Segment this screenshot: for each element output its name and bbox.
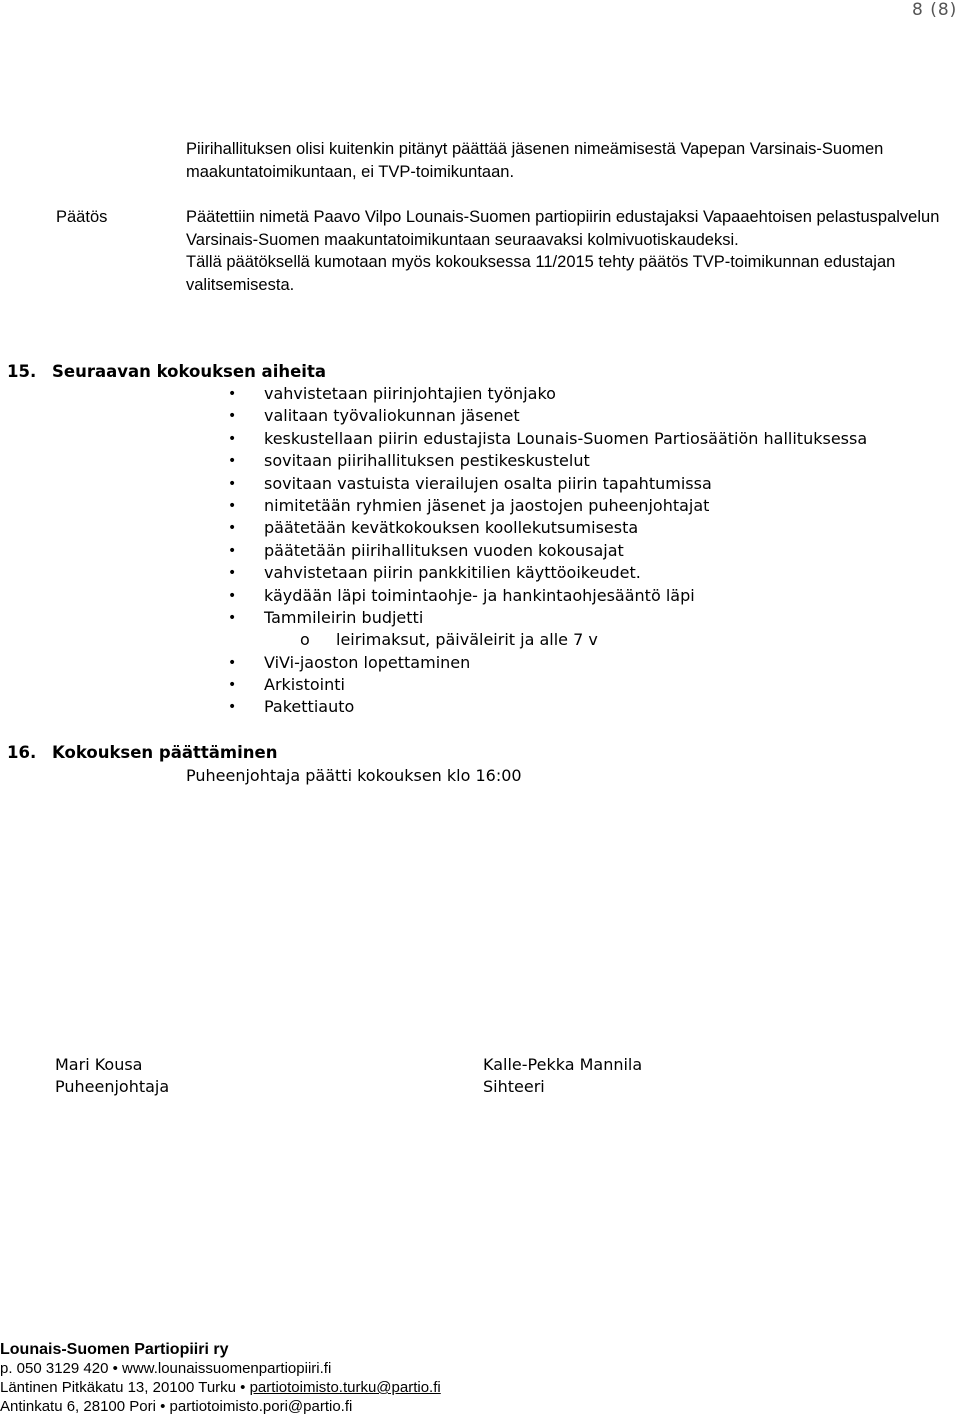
sub-bullet-icon: o: [300, 630, 310, 650]
footer-contact-line: p. 050 3129 420 • www.lounaissuomenpartiopiiri.fi: [0, 1360, 332, 1377]
decision-paragraph-1: Päätettiin nimetä Paavo Vilpo Lounais-Suomen partiopiirin edustajaksi Vapaaehtoisen pelastuspalvelun Varsinais-Suomen maakuntatoimikuntaan seuraavaksi kolmivuotiskaudeksi.: [186, 208, 940, 249]
footer-pori-address: Antinkatu 6, 28100 Pori • partiotoimisto.pori@partio.fi: [0, 1398, 353, 1415]
bullet-icon: •: [228, 565, 237, 582]
signature-right-role: Sihteeri: [483, 1077, 545, 1096]
footer-turku-address: [0, 1378, 441, 1397]
signature-left-role: Puheenjohtaja: [55, 1077, 170, 1096]
section-16-text: Puheenjohtaja päätti kokouksen klo 16:00: [186, 766, 522, 785]
bullet-icon: •: [228, 542, 237, 559]
section-16-number: 16.: [7, 743, 37, 762]
bullet-icon: •: [228, 520, 237, 537]
page-number: 8 (8): [912, 0, 958, 20]
footer: [0, 1340, 441, 1416]
bullet-icon: •: [228, 699, 237, 716]
bullet-icon: •: [228, 430, 237, 447]
bullet-icon: •: [228, 453, 237, 470]
bullet-icon: •: [228, 609, 237, 626]
bullet-icon: •: [228, 408, 237, 425]
intro-paragraph: Piirihallituksen olisi kuitenkin pitänyt päättää jäsenen nimeämisestä Vapepan Varsinais-Suomen maakuntatoimikuntaan, ei TVP-toimikuntaan.: [186, 140, 884, 181]
section-15-number: 15.: [7, 362, 37, 381]
section-15-title: Seuraavan kokouksen aiheita: [52, 362, 326, 381]
signature-left-name: Mari Kousa: [55, 1055, 143, 1074]
section-16-title: Kokouksen päättäminen: [52, 743, 278, 762]
footer-turku-text: Läntinen Pitkäkatu 13, 20100 Turku •: [0, 1379, 250, 1396]
footer-org-name: Lounais-Suomen Partiopiiri ry: [0, 1341, 229, 1358]
bullet-icon: •: [228, 386, 237, 402]
decision-paragraph-2: Tällä päätöksellä kumotaan myös kokouksessa 11/2015 tehty päätös TVP-toimikunnan edustajan valitsemisesta.: [186, 253, 896, 294]
bullet-icon: •: [228, 497, 237, 514]
signature-right-name: Kalle-Pekka Mannila: [483, 1055, 643, 1074]
turku-email-link[interactable]: partiotoimisto.turku@partio.fi: [249, 1379, 441, 1396]
bullet-icon: •: [228, 587, 237, 604]
bullet-icon: •: [228, 475, 237, 492]
bullet-icon: •: [228, 654, 237, 671]
decision-label: Päätös: [56, 208, 108, 226]
bullet-icon: •: [228, 677, 237, 694]
